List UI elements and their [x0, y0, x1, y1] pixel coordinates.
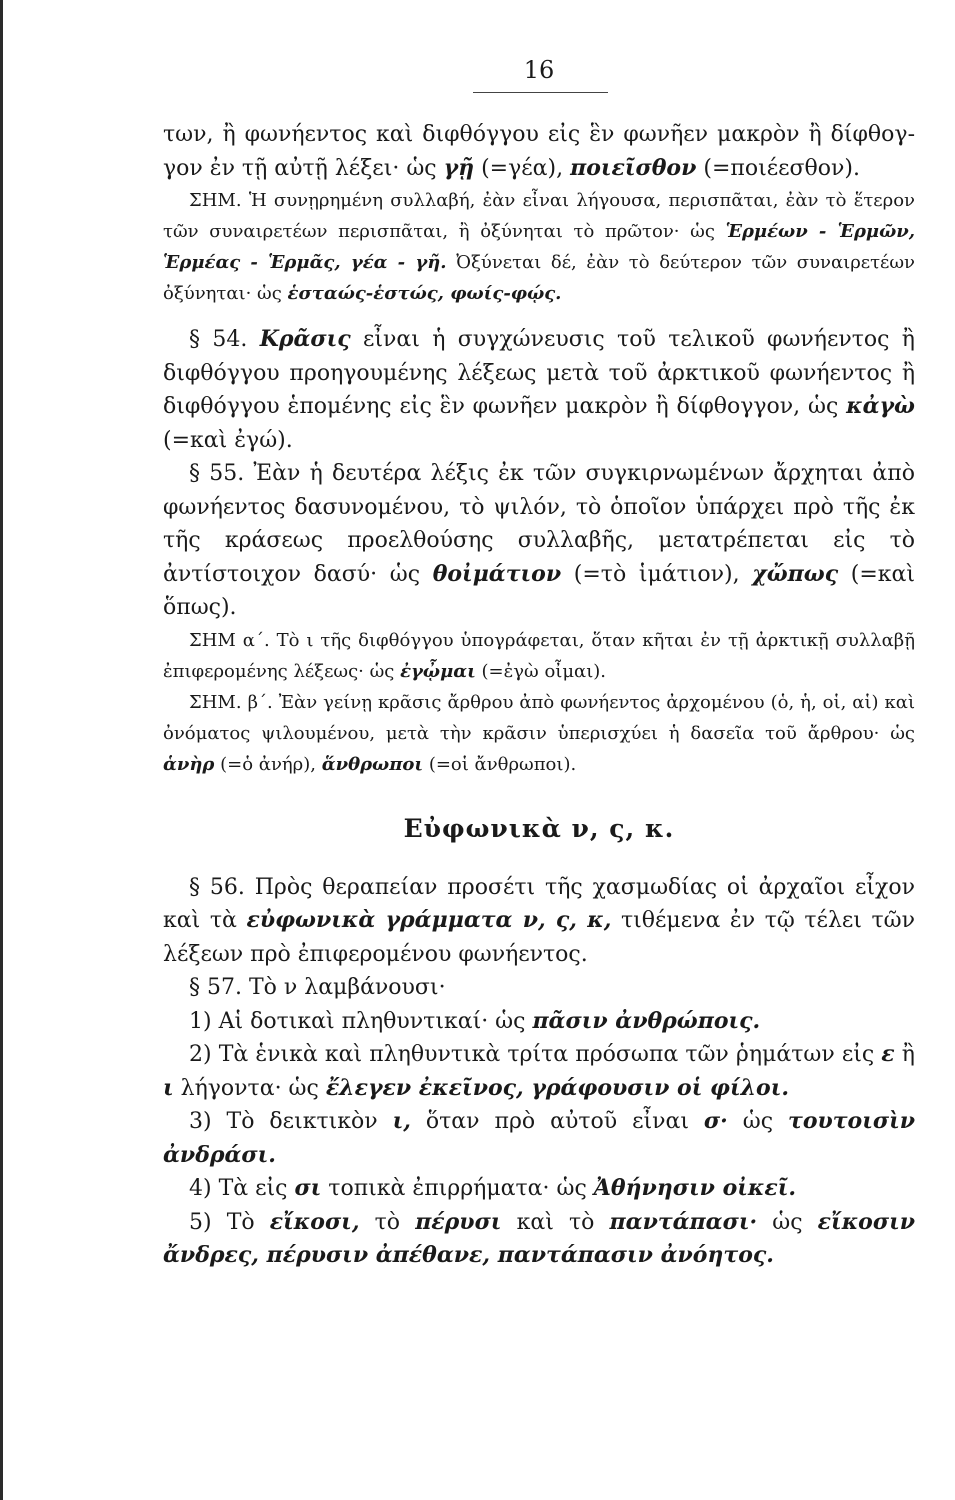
list-item-4: 4) Τὰ εἰς σι τοπικὰ ἐπιρρήματα· ὡς Ἀθήνησιν οἰκεῖ. — [189, 1175, 797, 1201]
paragraph-continuation: των, ἢ φωνήεντος καὶ διφθόγγου εἰς ἓν φωνῆεν μακρὸν ἢ δίφθογ-γον ἐν τῇ αὐτῇ λέξει· ὡς γῇ (=γέα), ποιεῖσθον (=ποιέεσθον). — [163, 122, 915, 181]
page-text — [163, 118, 915, 1273]
section-54: § 54. Κρᾶσις εἶναι ἡ συγχώνευσις τοῦ τελικοῦ φωνήεντος ἢ διφθόγγου προηγουμένης λέξεως μετὰ τοῦ ἀρκτικοῦ φωνήεντος ἢ διφθόγγου ἑπομένης εἰς ἓν φωνῆεν μακρὸν ἢ δίφθογγον, ὡς κἀγὼ (=καὶ ἐγώ). — [163, 326, 915, 453]
list-item-5: 5) Τὸ εἴκοσι, τὸ πέρυσι καὶ τὸ παντάπασι· ὡς εἴκοσιν ἄνδρες, πέρυσιν ἀπέθανε, παντάπασιν ἀνόητος. — [163, 1208, 915, 1268]
page-number: 16 — [523, 56, 555, 84]
section-heading: Εὐφωνικὰ ν, ς, κ. — [403, 813, 675, 843]
list-item-2: 2) Τὰ ἑνικὰ καὶ πληθυντικὰ τρίτα πρόσωπα τῶν ῥημάτων εἰς ε ἢ ι λήγοντα· ὡς ἔλεγεν ἐκεῖνος, γράφουσιν οἱ φίλοι. — [163, 1041, 915, 1101]
note-contraction-accent: ΣΗΜ. Ἡ συνῃρημένη συλλαβή, ἐὰν εἶναι λήγουσα, περισπᾶται, ἐὰν τὸ ἕτερον τῶν συναιρετέων περισπᾶται, ἢ ὀξύνηται τὸ πρῶτον· ὡς Ἑρμέων - Ἑρμῶν, Ἑρμέας - Ἑρμᾶς, γέα - γῆ. Ὀξύνεται δέ, ἐὰν τὸ δεύτερον τῶν συναιρετέων ὀξύνηται· ὡς ἑσταώς-ἑστώς, φωίς-φῴς. — [163, 190, 916, 304]
list-item-1: 1) Αἱ δοτικαὶ πληθυντικαί· ὡς πᾶσιν ἀνθρώποις. — [189, 1007, 761, 1034]
note-beta: ΣΗΜ. β΄. Ἐὰν γείνῃ κρᾶσις ἄρθρου ἀπὸ φωνήεντος ἀρχομένου (ὁ, ἡ, οἱ, αἱ) καὶ ὀνόματος ψιλουμένου, μετὰ τὴν κρᾶσιν ὑπερισχύει ἡ δασεῖα τοῦ ἄρθρου· ὡς ἁνὴρ (=ὁ ἀνήρ), ἅνθρωποι (=οἱ ἄνθρωποι). — [163, 691, 915, 775]
note-alpha: ΣΗΜ α΄. Τὸ ι τῆς διφθόγγου ὑπογράφεται, ὅταν κῆται ἐν τῇ ἀρκτικῇ συλλαβῇ ἐπιφερομένης λέξεως· ὡς ἐγᾦμαι (=ἐγὼ οἶμαι). — [163, 629, 915, 682]
section-55: § 55. Ἐὰν ἡ δευτέρα λέξις ἐκ τῶν συγκιρνωμένων ἄρχηται ἀπὸ φωνήεντος δασυνομένου, τὸ ψιλόν, τὸ ὁποῖον ὑπάρχει πρὸ τῆς ἐκ τῆς κράσεως προελθούσης συλλαβῆς, μετατρέπεται εἰς τὸ ἀντίστοιχον δασύ· ὡς θοἰμάτιον (=τὸ ἱμάτιον), χὤπως (=καὶ ὅπως). — [163, 461, 916, 620]
list-item-3: 3) Τὸ δεικτικὸν ι, ὅταν πρὸ αὐτοῦ εἶναι σ· ὡς τουτοισὶν ἀνδράσι. — [163, 1108, 916, 1168]
header-rule — [473, 92, 608, 93]
section-57: § 57. Τὸ ν λαμβάνουσι· — [189, 975, 446, 1000]
section-56: § 56. Πρὸς θεραπείαν προσέτι τῆς χασμωδίας οἱ ἀρχαῖοι εἶχον καὶ τὰ εὐφωνικὰ γράμματα ν, ς, κ, τιθέμενα ἐν τῷ τέλει τῶν λέξεων πρὸ ἐπιφερομένου φωνήεντος. — [163, 874, 915, 967]
